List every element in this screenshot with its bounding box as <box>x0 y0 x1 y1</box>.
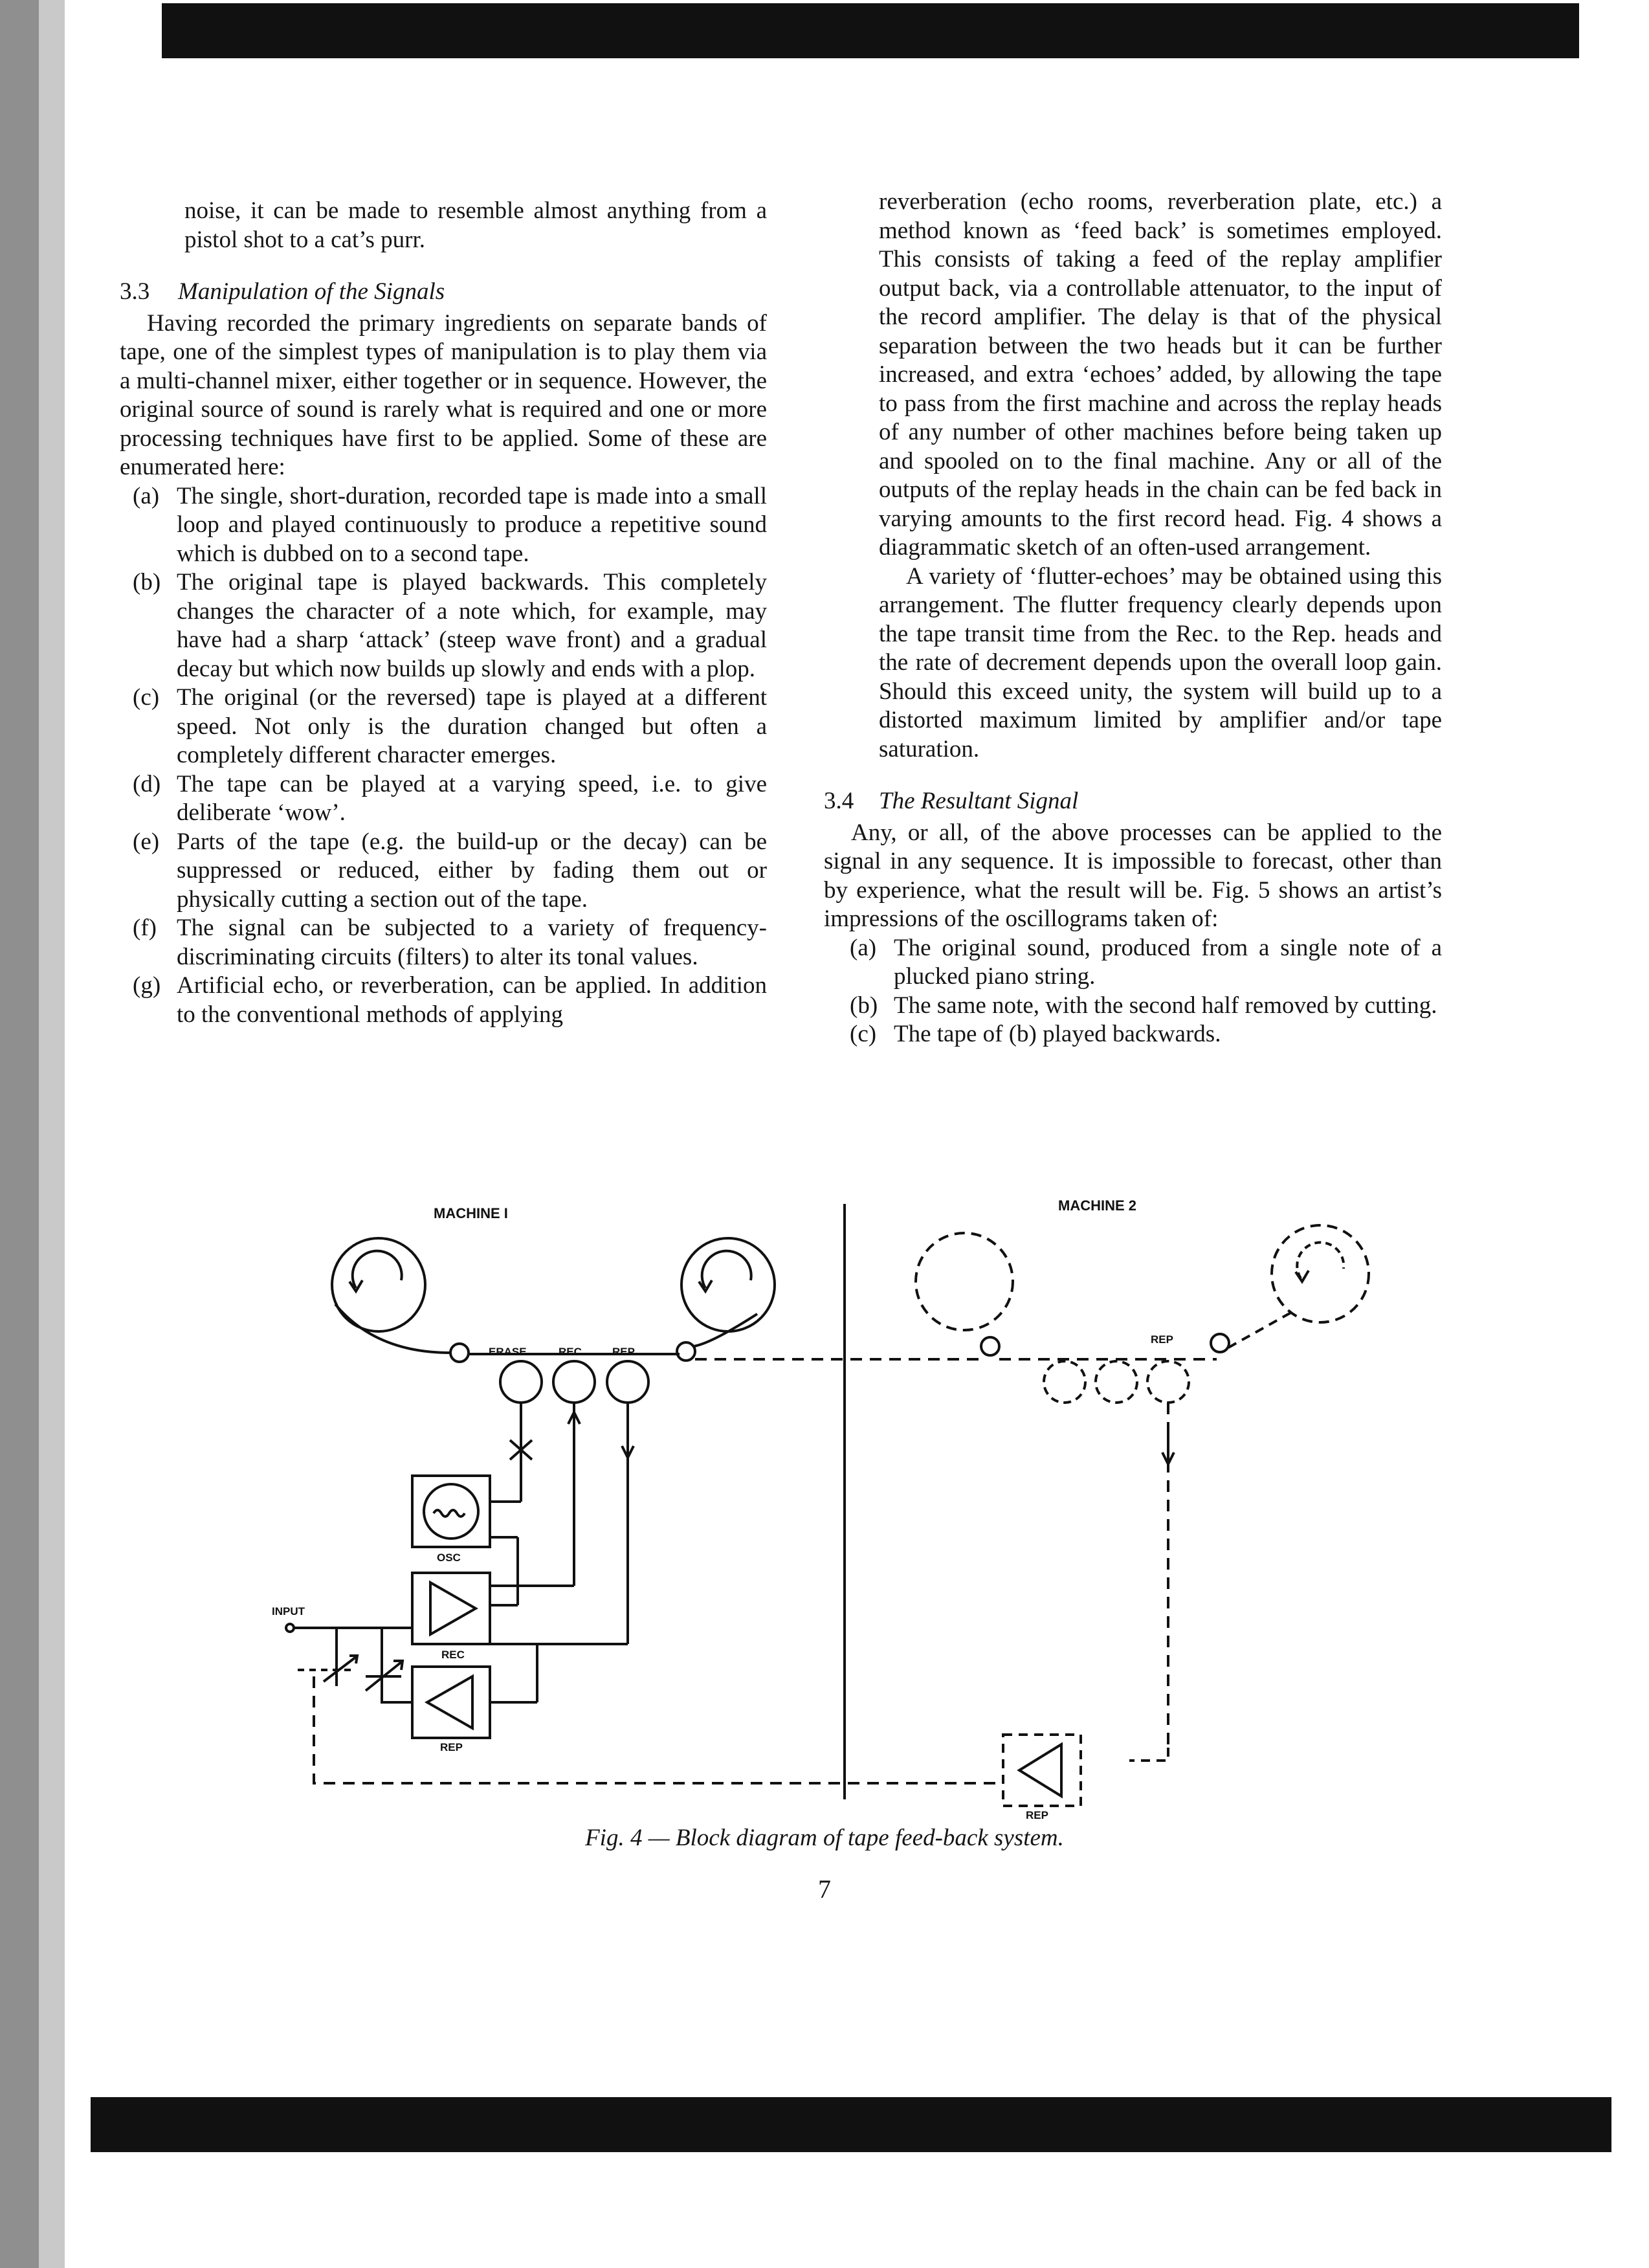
right-paragraph-1: reverberation (echo rooms, reverberation plate, etc.) a method known as ‘feed back’ is sometimes employed. This consists of taking a feed of the replay amplifier output back, via a controllable attenuator, to the input of the record amplifier. The delay is that of the physical separation between the two heads but it can be further increased, and extra ‘echoes’ added, by allowing the tape to pass from the first machine and across the replay heads of any number of other machines before being taken up and spooled on to the final machine. Any or all of the outputs of the replay heads in the chain can be fed back in varying amounts to the first record head. Fig. 4 shows a diagrammatic sketch of an often-used arrangement. <box>879 188 1442 561</box>
sine-wave-icon <box>434 1510 465 1517</box>
machine2-head <box>1096 1361 1137 1403</box>
amplifier-triangle <box>430 1583 476 1634</box>
list-label: (b) <box>850 992 878 1019</box>
list-label: (a) <box>133 482 160 509</box>
machine1-label: MACHINE I <box>434 1205 508 1221</box>
list-item <box>120 828 767 915</box>
left-column <box>120 197 767 1029</box>
section-number: 3.4 <box>824 788 854 814</box>
erase-head-label: ERASE <box>489 1346 527 1358</box>
list-label: (b) <box>133 569 161 595</box>
arrowhead <box>1296 1271 1309 1282</box>
list-label: (f) <box>133 915 157 941</box>
up-arrow-icon <box>568 1412 580 1442</box>
list-item <box>120 914 767 972</box>
right-column <box>824 188 1442 1049</box>
machine2-rep-amplifier <box>1003 1735 1081 1806</box>
amplifier-triangle <box>427 1676 472 1728</box>
list-item <box>120 684 767 770</box>
erase-head <box>500 1361 542 1403</box>
list-label: (d) <box>133 770 161 797</box>
list-text: The tape can be played at a varying speed, i.e. to give deliberate ‘wow’. <box>177 770 767 826</box>
attenuator-arrow <box>324 1656 357 1682</box>
top-black-band <box>162 3 1579 58</box>
tape-path <box>1228 1311 1294 1348</box>
machine2-rep-label: REP <box>1151 1333 1173 1346</box>
osc-label: OSC <box>437 1551 461 1564</box>
input-terminal <box>286 1624 294 1632</box>
section-title: Manipulation of the Signals <box>178 278 445 305</box>
reel-rotation-arrow <box>1297 1243 1344 1278</box>
figure-4-block-diagram <box>259 1197 1553 1821</box>
amplifier-triangle <box>1019 1744 1061 1796</box>
machine2-head <box>1044 1361 1085 1403</box>
list-item <box>120 482 767 569</box>
bottom-black-band <box>91 2097 1611 2152</box>
list-text: The single, short-duration, recorded tape is made into a small loop and played continuously to produce a repetitive sound which is dubbed on to a second tape. <box>177 482 767 567</box>
rep-amp-label: REP <box>440 1741 463 1753</box>
input-label: INPUT <box>272 1605 305 1618</box>
list-item <box>120 972 767 1029</box>
list-text: Artificial echo, or reverberation, can be applied. In addition to the conventional methods of applying <box>177 972 767 1028</box>
list-text: The tape of (b) played backwards. <box>894 1021 1221 1047</box>
intro-paragraph: noise, it can be made to resemble almost anything from a pistol shot to a cat’s purr. <box>184 197 767 253</box>
list-text: The original (or the reversed) tape is played at a different speed. Not only is the duration changed but often a completely different character emerges. <box>177 684 767 768</box>
machine2-rep-amp-label: REP <box>1026 1809 1048 1821</box>
down-arrow-icon <box>1162 1430 1174 1464</box>
rep-head-label: REP <box>612 1346 635 1358</box>
list-item <box>824 934 1442 992</box>
list-label: (g) <box>133 972 161 999</box>
list-item <box>120 770 767 828</box>
section-heading-3-3 <box>120 278 767 307</box>
machine2-supply-reel <box>916 1233 1013 1330</box>
list-text: The same note, with the second half removed by cutting. <box>894 992 1437 1019</box>
list-label: (a) <box>850 934 877 961</box>
list-item <box>120 568 767 684</box>
page-edge <box>39 0 65 2268</box>
list-label: (c) <box>850 1021 877 1047</box>
list-text: Parts of the tape (e.g. the build-up or the decay) can be suppressed or reduced, either by fading them out or physically cutting a section out of the tape. <box>177 828 767 913</box>
section-3-4-paragraph: Any, or all, of the above processes can be applied to the signal in any sequence. It is impossible to forecast, other than by experience, what the result will be. Fig. 5 shows an artist’s impressions of the oscillograms taken of: <box>824 819 1442 932</box>
machine2-rep-wire <box>1129 1748 1168 1761</box>
feedback-line <box>314 1676 1003 1783</box>
rec-head <box>553 1361 595 1403</box>
section-title: The Resultant Signal <box>879 788 1079 814</box>
machine2-rep-head <box>1147 1361 1189 1403</box>
section-heading-3-4 <box>824 787 1442 816</box>
rep-head <box>607 1361 648 1403</box>
guide-roller <box>1211 1334 1229 1352</box>
list-text: The original tape is played backwards. This completely changes the character of a note which, for example, may have had a sharp ‘attack’ (steep wave front) and a gradual decay but which now builds up slowly and ends with a plop. <box>177 569 767 682</box>
guide-roller <box>981 1337 999 1355</box>
rep-return <box>382 1689 412 1702</box>
right-paragraph-2: A variety of ‘flutter-echoes’ may be obtained using this arrangement. The flutter frequency clearly depends upon the tape transit time from the Rec. to the Rep. heads and the rate of decrement depends upon the overall loop gain. Should this exceed unity, the system will build up to a distorted maximum limited by amplifier and/or tape saturation. <box>879 562 1442 762</box>
list-item <box>824 1020 1442 1049</box>
list-text: The original sound, produced from a single note of a plucked piano string. <box>894 934 1442 990</box>
machine2-label: MACHINE 2 <box>1058 1197 1137 1214</box>
rep-amplifier-block <box>412 1667 490 1738</box>
page-number: 7 <box>818 1874 831 1904</box>
figure-caption: Fig. 4 — Block diagram of tape feed-back system. <box>585 1825 1064 1851</box>
guide-roller <box>677 1342 695 1361</box>
page-edge-shadow <box>0 0 39 2268</box>
down-arrow-icon <box>622 1424 634 1458</box>
list-item <box>824 992 1442 1021</box>
section-number: 3.3 <box>120 278 150 305</box>
rec-amp-label: REC <box>441 1649 465 1661</box>
guide-roller <box>450 1344 469 1362</box>
rec-head-label: REC <box>559 1346 582 1358</box>
list-label: (c) <box>133 684 160 711</box>
list-text: The signal can be subjected to a variety of frequency-discriminating circuits (filters) to alter its tonal values. <box>177 915 767 970</box>
section-3-3-paragraph: Having recorded the primary ingredients on separate bands of tape, one of the simplest types of manipulation is to play them via a multi-channel mixer, either together or in sequence. However, the original source of sound is rarely what is required and one or more processing techniques have first to be applied. Some of these are enumerated here: <box>120 309 767 480</box>
machine2-takeup-reel <box>1272 1225 1369 1322</box>
list-label: (e) <box>133 828 160 855</box>
